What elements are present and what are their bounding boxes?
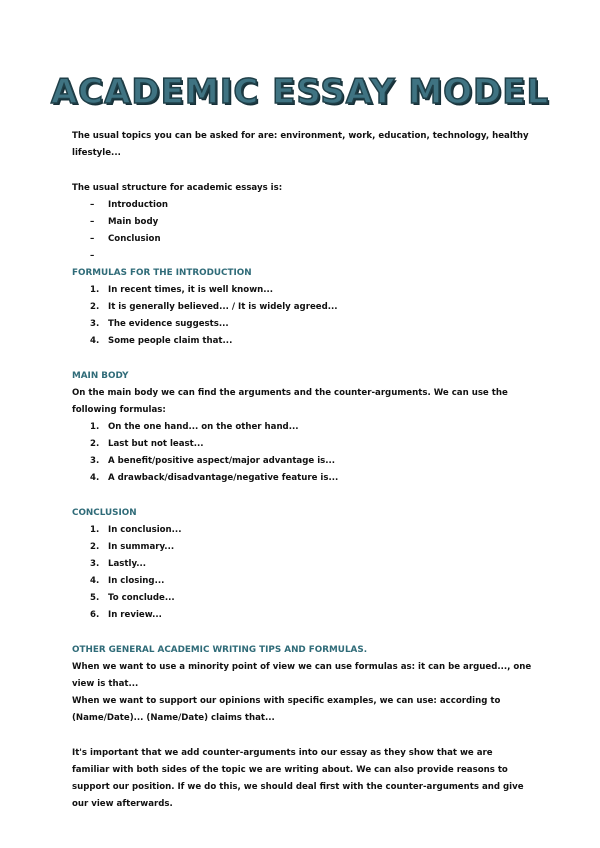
list-item: 4. In closing... [90,576,165,586]
tips-paragraph-counter-arguments: It's important that we add counter-arguments into our essay as they show that we are familiar with both sides of the topic we are writing about. We can also provide reasons to support our position. If we do this, we should deal first with the counter-arguments and give our view afterwards. [72,748,524,809]
list-item-text: Some people claim that... [108,336,233,346]
list-item-text: Introduction [108,200,169,210]
list-item-text: On the one hand... on the other hand... [108,422,299,432]
conclusion-list [72,522,532,624]
list-item-text: In conclusion... [108,525,182,535]
list-item-text: Main body [108,217,159,227]
list-item: 3. Lastly... [90,559,147,569]
tips-paragraph-examples: When we want to support our opinions with specific examples, we can use: according to (Name/Date)... (Name/Date) claims that... [72,696,501,723]
introduction-list [72,282,532,350]
section-heading-main-body: MAIN BODY [72,371,129,381]
list-item-text: In summary... [108,542,175,552]
list-item: 2. It is generally believed... / It is widely agreed... [90,302,338,312]
list-item-text: Last but not least... [108,439,204,449]
list-item: 3. The evidence suggests... [90,319,229,329]
topics-line: The usual topics you can be asked for are: environment, work, education, technology, healthy lifestyle... [72,131,529,158]
structure-lead: The usual structure for academic essays is: [72,183,283,193]
list-item: – Introduction [90,200,169,210]
section-heading-conclusion: CONCLUSION [72,508,137,518]
tips-paragraph-minority: When we want to use a minority point of view we can use formulas as: it can be argued..., one view is that... [72,662,532,689]
list-item: 3. A benefit/positive aspect/major advantage is... [90,456,336,466]
list-item-text: In closing... [108,576,165,586]
list-item-text: Conclusion [108,234,161,244]
list-item-text: In recent times, it is well known... [108,285,274,295]
list-item: 4. Some people claim that... [90,336,233,346]
list-item-text: A benefit/positive aspect/major advantage is... [108,456,336,466]
list-item: 4. A drawback/disadvantage/negative feature is... [90,473,339,483]
list-item: – Main body [90,217,159,227]
list-item: 6. In review... [90,610,162,620]
list-item-text: To conclude... [108,593,175,603]
main-body-list [72,419,532,487]
main-body-text: On the main body we can find the arguments and the counter-arguments. We can use the following formulas: [72,388,508,415]
section-heading-introduction: FORMULAS FOR THE INTRODUCTION [72,268,252,278]
list-item: 1. In recent times, it is well known... [90,285,274,295]
document-title: ACADEMIC ESSAY MODEL [50,72,550,112]
section-heading-tips: OTHER GENERAL ACADEMIC WRITING TIPS AND FORMULAS. [72,645,368,655]
list-item-text: Lastly... [108,559,147,569]
list-item: 2. In summary... [90,542,175,552]
list-item: 1. In conclusion... [90,525,182,535]
list-item: 1. On the one hand... on the other hand... [90,422,299,432]
list-item: – [90,251,95,261]
list-item-text: A drawback/disadvantage/negative feature is... [108,473,339,483]
document-body [72,128,532,813]
list-item-text: The evidence suggests... [108,319,229,329]
list-item: 2. Last but not least... [90,439,204,449]
structure-list [72,197,532,265]
list-item: – Conclusion [90,234,161,244]
list-item-text: In review... [108,610,162,620]
list-item: 5. To conclude... [90,593,175,603]
list-item-text: It is generally believed... / It is widely agreed... [108,302,338,312]
